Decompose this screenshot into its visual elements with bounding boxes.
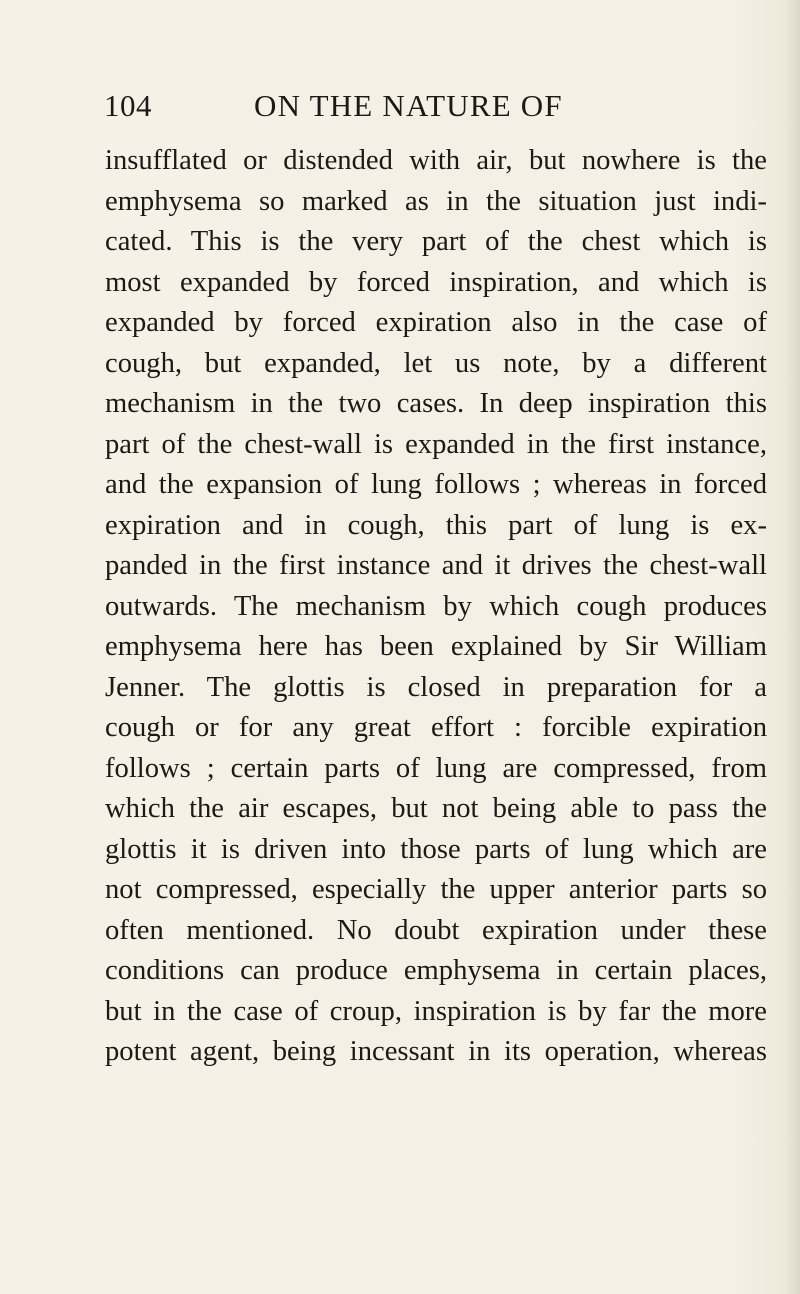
page-edge-shadow bbox=[786, 0, 800, 1294]
text-line: insufflated or distended with air, but nowhere is the bbox=[105, 145, 767, 176]
text-line: outwards. The mechanism by which cough produces bbox=[105, 590, 767, 622]
text-line: emphysema so marked as in the situation just indi- bbox=[105, 185, 767, 217]
text-line: cough, but expanded, let us note, by a different bbox=[105, 347, 767, 379]
text-line: which the air escapes, but not being able to pass the bbox=[105, 793, 767, 824]
running-title: ON THE NATURE OF bbox=[254, 88, 563, 123]
text-line: most expanded by forced inspiration, and which is bbox=[105, 266, 767, 298]
text-line: potent agent, being incessant in its operation, whereas bbox=[105, 1036, 767, 1067]
page-number: 104 bbox=[104, 88, 152, 123]
text-line: follows ; certain parts of lung are compressed, from bbox=[105, 752, 767, 784]
running-head bbox=[104, 86, 764, 126]
text-line: and the expansion of lung follows ; whereas in forced bbox=[105, 469, 767, 500]
text-line: part of the chest-wall is expanded in the first instance, bbox=[105, 428, 767, 460]
text-line: panded in the first instance and it drives the chest-wall bbox=[105, 550, 767, 581]
text-line: not compressed, especially the upper anterior parts so bbox=[105, 874, 767, 905]
text-line: expiration and in cough, this part of lung is ex- bbox=[105, 509, 767, 541]
text-line: emphysema here has been explained by Sir William bbox=[105, 631, 767, 662]
text-line: Jenner. The glottis is closed in preparation for a bbox=[105, 671, 767, 703]
body-paragraph bbox=[105, 141, 767, 1073]
text-line: cated. This is the very part of the chest which is bbox=[105, 226, 767, 257]
text-line: cough or for any great effort : forcible expiration bbox=[105, 712, 767, 743]
text-line: often mentioned. No doubt expiration under these bbox=[105, 914, 767, 946]
text-line: mechanism in the two cases. In deep inspiration this bbox=[105, 388, 767, 419]
text-line: conditions can produce emphysema in certain places, bbox=[105, 955, 767, 986]
text-line: glottis it is driven into those parts of lung which are bbox=[105, 833, 767, 865]
text-line: but in the case of croup, inspiration is by far the more bbox=[105, 995, 767, 1027]
text-line: expanded by forced expiration also in the case of bbox=[105, 307, 767, 338]
